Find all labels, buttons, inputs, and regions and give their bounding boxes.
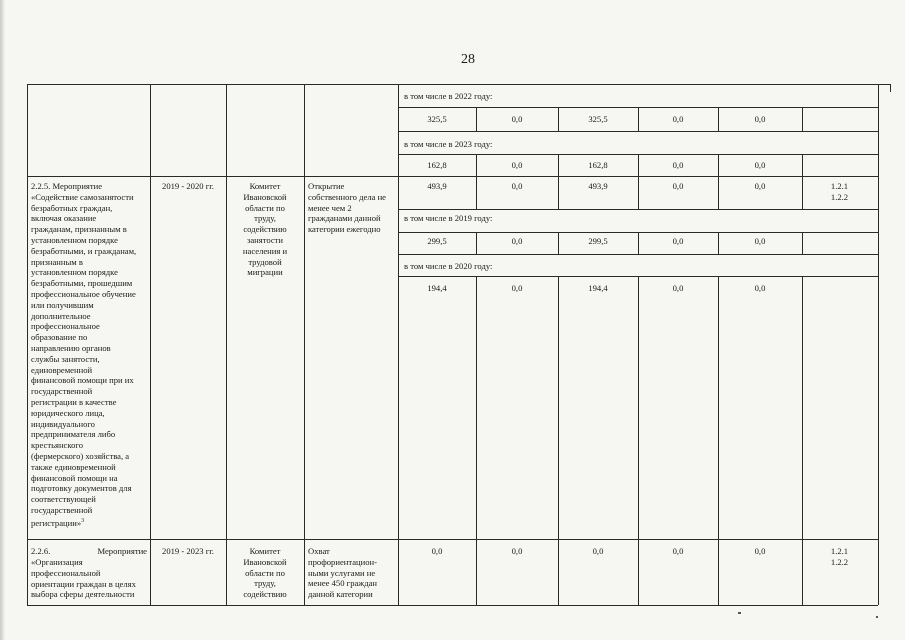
grid-line [27, 605, 878, 606]
cell-2019-total: 299,5 [427, 236, 447, 246]
cell-226-federal: 0,0 [511, 546, 523, 556]
t225-line: регистрации»$^3$ [31, 517, 85, 528]
cell-2023-total: 162,8 [427, 160, 447, 170]
page-number: 28 [461, 52, 475, 67]
subheader-2020: в том числе в 2020 году: [404, 261, 493, 271]
t225-line: государственной [31, 505, 93, 515]
r225-line: Открытие [308, 181, 345, 191]
t225-line: (фермерского) хозяйства, а [31, 451, 130, 461]
t225-line: предпринимателя либо [31, 429, 116, 440]
t225-line: подготовку документов для [31, 483, 132, 494]
item-2-2-5-indicator-1: 1.2.1 [830, 181, 849, 191]
t225-line: финансовой помощи на [31, 472, 118, 483]
e225-line: трудовой [248, 256, 282, 267]
cell-2019-federal: 0,0 [511, 236, 523, 246]
t226-line: профессиональной [31, 567, 101, 578]
scan-edge [0, 0, 5, 640]
r225-line: менее чем 2 [308, 202, 352, 213]
cell-226-regional: 0,0 [592, 546, 604, 556]
t225-line: единовременной [31, 364, 93, 375]
item-2-2-6-title-word: Мероприятие [97, 546, 147, 556]
t225-line: безработными, прошедшим [31, 278, 133, 289]
cell-225-total: 493,9 [427, 181, 447, 191]
e225-line: миграции [247, 267, 283, 278]
e225-line: содействию [243, 224, 287, 235]
grid-line [802, 232, 803, 254]
subheader-2019: в том числе в 2019 году: [404, 213, 493, 223]
e225-line: занятости [246, 235, 284, 245]
item-2-2-5-indicator-2: 1.2.2 [830, 192, 849, 202]
cell-225-regional: 493,9 [588, 181, 608, 191]
cell-2020-total: 194,4 [427, 283, 447, 293]
t226-line: выбора сферы деятельности [31, 589, 135, 600]
t225-line: или получившим [31, 299, 94, 310]
cell-2020-local: 0,0 [672, 283, 684, 293]
r225-line: категории ежегодно [308, 224, 381, 235]
cell-2022-regional: 325,5 [588, 114, 608, 124]
t225-line: гражданам, признанным в [31, 224, 127, 235]
grid-line [27, 84, 28, 605]
cell-2019-extra: 0,0 [754, 236, 766, 246]
footnote-marker: 3 [81, 517, 85, 524]
cell-2023-local: 0,0 [672, 160, 684, 170]
subheader-2022: в том числе в 2022 году: [404, 91, 493, 101]
t226-line: «Организация [31, 557, 83, 567]
e225-line: Ивановской [243, 191, 287, 202]
r225-line: собственного дела не [308, 191, 386, 202]
t225-line: регистрации в качестве [31, 397, 117, 407]
r226-line: менее 450 граждан [308, 578, 378, 589]
r226-line: профориентацион- [308, 556, 377, 567]
t225-line: безработных граждан, [31, 202, 113, 213]
r225-line: гражданами данной [308, 213, 381, 224]
cell-225-local: 0,0 [672, 181, 684, 191]
t225-line: профессиональное обучение [31, 289, 136, 299]
grid-line [150, 84, 151, 605]
grid-line [398, 254, 878, 255]
grid-line [802, 107, 803, 131]
t225-line: государственной [31, 386, 93, 397]
t225-line: дополнительное [31, 310, 91, 321]
cell-2023-regional: 162,8 [588, 160, 608, 170]
cell-226-extra: 0,0 [754, 546, 766, 556]
grid-line [890, 84, 891, 92]
t225-line: также единовременной [31, 461, 116, 472]
grid-line [226, 84, 227, 605]
t226-line: ориентации граждан в целях [31, 578, 136, 589]
e226-line: Ивановской [243, 556, 287, 567]
grid-line [304, 84, 305, 605]
t225-line: образование по [31, 332, 88, 343]
cell-2019-local: 0,0 [672, 236, 684, 246]
cell-2023-federal: 0,0 [511, 160, 523, 170]
r226-line: данной категории [308, 589, 373, 600]
cell-225-federal: 0,0 [511, 181, 523, 191]
cell-2022-total: 325,5 [427, 114, 447, 124]
t225-line: финансовой помощи при их [31, 375, 134, 386]
t225-line: профессиональное [31, 321, 100, 332]
t225-line: службы занятости, [31, 353, 100, 364]
e226-line: области по [245, 567, 285, 578]
scan-speck [738, 612, 741, 614]
cell-2022-local: 0,0 [672, 114, 684, 124]
e226-line: Комитет [249, 546, 281, 556]
cell-2022-federal: 0,0 [511, 114, 523, 124]
t225-line: безработными, и гражданам, [31, 245, 137, 256]
t225-line: направлению органов [31, 343, 111, 353]
cell-225-extra: 0,0 [754, 181, 766, 191]
cell-2020-regional: 194,4 [588, 283, 608, 293]
cell-2020-federal: 0,0 [511, 283, 523, 293]
t225-line: «Содействие самозанятости [31, 191, 134, 202]
grid-line [878, 84, 879, 605]
t225-line: соответствующей [31, 494, 96, 505]
e225-line: Комитет [249, 181, 281, 191]
cell-2020-extra: 0,0 [754, 283, 766, 293]
item-2-2-6-indicator-2: 1.2.2 [830, 557, 849, 567]
e225-line: населения и [242, 245, 288, 256]
subheader-2023: в том числе в 2023 году: [404, 139, 493, 149]
item-2-2-5-period: 2019 - 2020 гг. [162, 181, 214, 191]
e225-line: области по [245, 202, 285, 213]
e226-line: труду, [254, 578, 276, 589]
grid-line [398, 209, 878, 210]
t225-line: крестьянского [31, 440, 83, 451]
grid-line [398, 131, 878, 132]
t225-line: признанным в [31, 256, 83, 267]
cell-226-total: 0,0 [431, 546, 443, 556]
grid-line [27, 84, 890, 85]
t225-line: индивидуального [31, 418, 95, 429]
r226-line: ными услугами не [308, 567, 376, 578]
scan-speck [876, 616, 878, 618]
t225-line: установленном порядке [31, 235, 118, 245]
r226-line: Охват [308, 546, 330, 556]
item-2-2-6-number: 2.2.6. [31, 546, 51, 556]
e226-line: содействию [243, 589, 287, 600]
e225-line: труду, [254, 213, 276, 224]
cell-2023-extra: 0,0 [754, 160, 766, 170]
grid-line [27, 176, 878, 177]
cell-2022-extra: 0,0 [754, 114, 766, 124]
grid-line [27, 539, 878, 540]
t225-line: юридического лица, [31, 407, 105, 418]
t225-line: 2.2.5. Мероприятие [31, 181, 103, 191]
cell-2019-regional: 299,5 [588, 236, 608, 246]
item-2-2-6-period: 2019 - 2023 гг. [162, 546, 214, 556]
t225-line: установленном порядке [31, 267, 118, 278]
t225-line: включая оказание [31, 213, 97, 224]
item-2-2-6-indicator-1: 1.2.1 [830, 546, 849, 556]
cell-226-local: 0,0 [672, 546, 684, 556]
